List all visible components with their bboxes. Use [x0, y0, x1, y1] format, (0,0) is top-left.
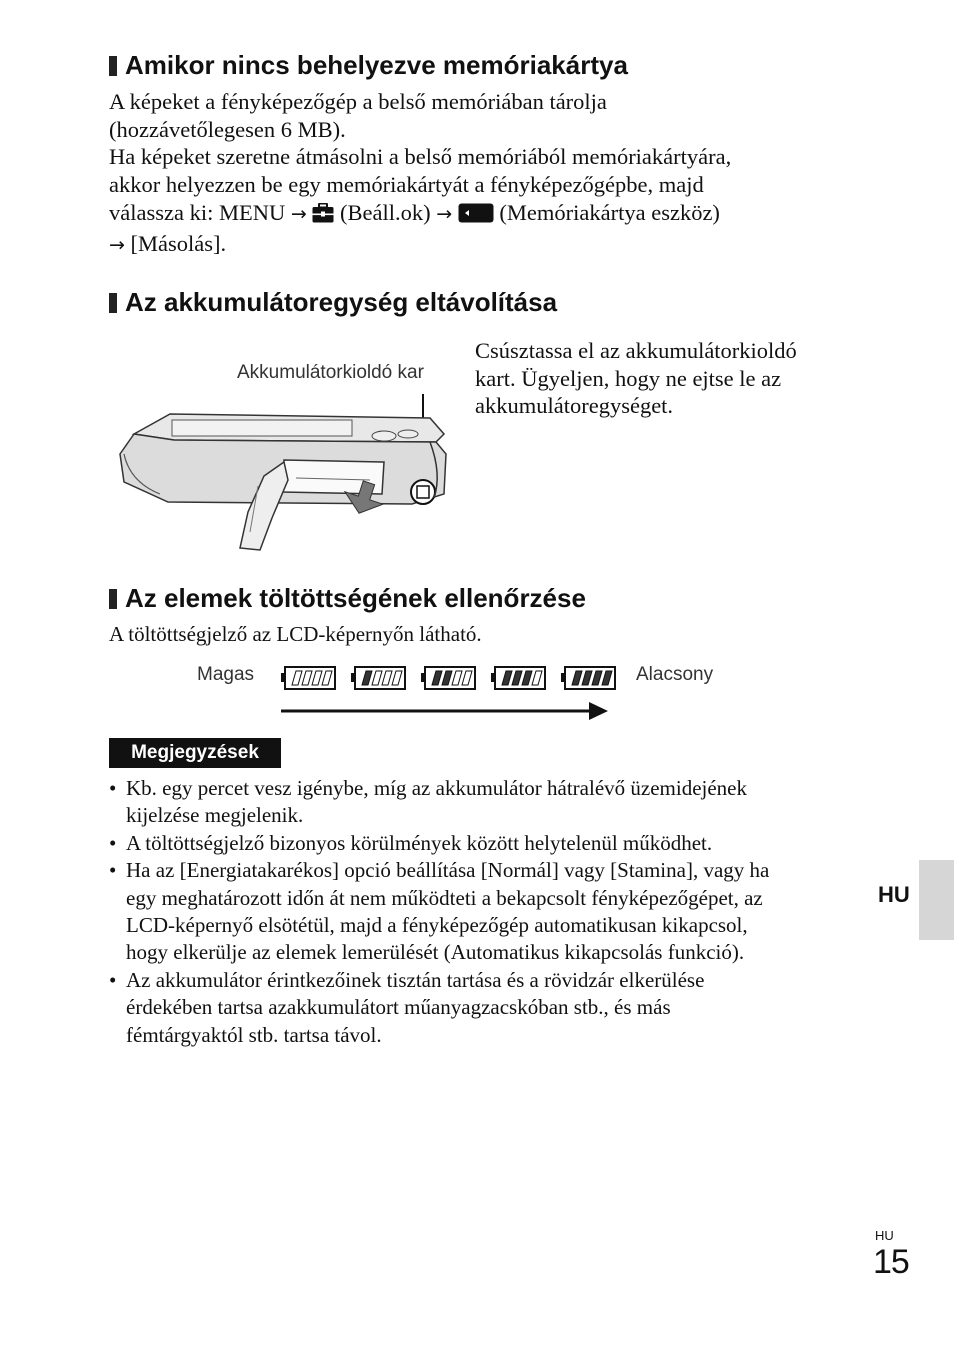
depletion-direction-arrow — [281, 702, 608, 720]
body-line: Csúsztassa el az akkumulátorkioldó — [475, 338, 797, 363]
note-item — [109, 775, 869, 830]
note-line: érdekében tartsa azakkumulátort műanyagzacskóban stb., és más — [126, 995, 671, 1020]
battery-icon — [421, 667, 475, 689]
note-item — [109, 967, 869, 1049]
page-number: 15 — [873, 1243, 909, 1281]
footer-language: HU — [875, 1228, 894, 1243]
body-line: akkor helyezzen be egy memóriakártyát a fényképezőgépbe, majd — [109, 172, 704, 198]
body-line: kart. Ügyeljen, hogy ne ejtse le az — [475, 365, 782, 391]
card-tool-label: (Memóriakártya eszköz) — [499, 199, 720, 225]
section-title-remove-battery — [109, 287, 557, 317]
section1-body — [109, 88, 849, 259]
language-side-tab — [919, 860, 954, 940]
section-title-text: Amikor nincs behelyezve memóriakártya — [125, 50, 628, 80]
battery-icon — [281, 667, 335, 689]
battery-icon — [491, 667, 545, 689]
menu-prefix: válassza ki: MENU — [109, 199, 286, 225]
section-marker — [109, 56, 117, 76]
copy-label: [Másolás]. — [130, 230, 227, 256]
note-line: fémtárgyaktól stb. tartsa távol. — [126, 1022, 382, 1047]
body-line: A képeket a fényképezőgép a belső memóriában tárolja — [109, 89, 607, 114]
note-line: • Az akkumulátor érintkezőinek tisztán tartása és a rövidzár elkerülése — [126, 967, 705, 992]
section-title-text: Az akkumulátoregység eltávolítása — [125, 287, 558, 317]
menu-path-line — [109, 199, 849, 230]
battery-icon — [561, 667, 615, 689]
section-title-no-memory-card — [109, 50, 628, 80]
label-high: Magas — [197, 664, 255, 685]
notes-list — [109, 775, 869, 1049]
section-marker — [109, 293, 117, 313]
section2-body — [475, 337, 797, 420]
note-line: kijelzése megjelenik. — [126, 803, 304, 828]
body-line: akkumulátoregységet. — [475, 393, 674, 419]
body-line: Ha képeket szeretne átmásolni a belső memóriából memóriakártyára, — [109, 144, 732, 170]
label-low: Alacsony — [636, 664, 714, 685]
note-line: • Kb. egy percet vesz igénybe, míg az akkumulátor hátralévő üzemidejének — [126, 776, 747, 800]
memory-card-tool-icon — [458, 202, 494, 230]
section-marker — [109, 589, 117, 609]
note-line: LCD-képernyő elsötétül, majd a fényképezőgép automatikusan kikapcsol, — [126, 913, 748, 938]
arrow-icon: → — [290, 202, 307, 225]
note-line: hogy elkerülje az elemek lemerülését (Automatikus kikapcsolás funkció). — [126, 940, 745, 965]
note-line: egy meghatározott időn át nem működteti a bekapcsolt fényképezőgépet, az — [126, 885, 763, 910]
battery-level-indicators — [275, 662, 635, 722]
note-item — [109, 857, 869, 967]
section3-body: A töltöttségjelző az LCD-képernyőn látható. — [109, 622, 482, 646]
battery-lever-caption: Akkumulátorkioldó kar — [237, 362, 424, 383]
section-title-text: Az elemek töltöttségének ellenőrzése — [125, 583, 586, 613]
body-line: (hozzávetőlegesen 6 MB). — [109, 116, 346, 142]
note-line: • A töltöttségjelző bizonyos körülmények között helytelenül működhet. — [126, 830, 713, 855]
note-line: • Ha az [Energiatakarékos] opció beállítása [Normál] vagy [Stamina], vagy ha — [126, 858, 770, 883]
battery-icon — [351, 667, 405, 689]
language-tab-label: HU — [878, 882, 910, 907]
note-item — [109, 830, 869, 857]
toolbox-icon — [312, 202, 334, 230]
arrow-icon: → — [109, 233, 125, 256]
menu-path-line-end — [109, 230, 849, 260]
section-title-check-battery — [109, 583, 586, 613]
notes-badge: Megjegyzések — [109, 738, 281, 768]
camera-battery-illustration — [112, 382, 457, 552]
arrow-icon: → — [436, 202, 453, 225]
setup-label: (Beáll.ok) — [340, 199, 431, 225]
